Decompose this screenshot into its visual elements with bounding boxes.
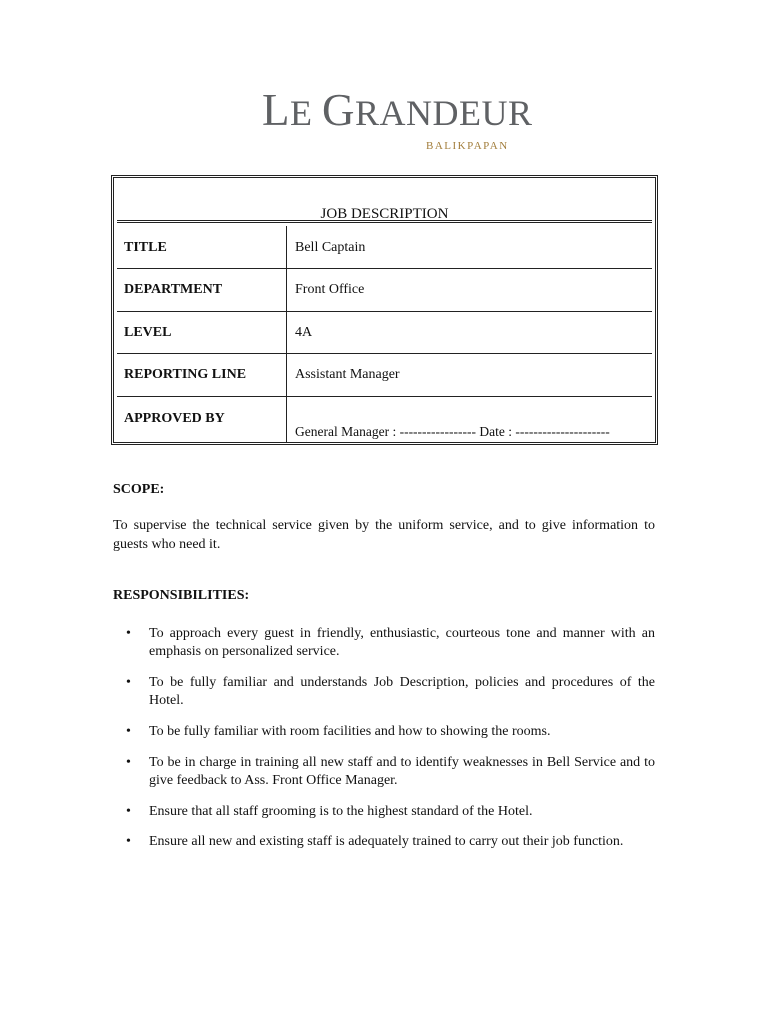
- bullet-icon: •: [126, 626, 131, 641]
- bullet-icon: •: [126, 724, 131, 739]
- row-value: Bell Captain: [295, 240, 366, 255]
- table-row-title: [117, 226, 652, 269]
- table-row-approved-by: [117, 397, 652, 442]
- logo-city: BALIKPAPAN: [426, 140, 509, 152]
- list-item-text: To be fully familiar and understands Job Description, policies and procedures of the Hotel.: [149, 675, 655, 708]
- job-description-table: [111, 175, 658, 445]
- table-row-level: [117, 312, 652, 354]
- bullet-icon: •: [126, 834, 131, 849]
- list-item-text: To be fully familiar with room facilities and how to showing the rooms.: [149, 724, 551, 739]
- row-label: REPORTING LINE: [117, 354, 287, 396]
- responsibilities-heading: RESPONSIBILITIES:: [113, 588, 250, 603]
- table-row-reporting-line: [117, 354, 652, 397]
- scope-heading: SCOPE:: [113, 482, 165, 497]
- row-label: TITLE: [117, 226, 287, 268]
- hotel-logo: [262, 84, 533, 158]
- row-label: DEPARTMENT: [117, 269, 287, 311]
- bullet-icon: •: [126, 755, 131, 770]
- list-item-text: Ensure that all staff grooming is to the highest standard of the Hotel.: [149, 804, 533, 819]
- table-header-title: JOB DESCRIPTION: [320, 206, 449, 222]
- table-row-department: [117, 269, 652, 312]
- list-item-text: To approach every guest in friendly, enthusiastic, courteous tone and manner with an emphasis on personalized service.: [149, 626, 655, 659]
- list-item-text: Ensure all new and existing staff is adequately trained to carry out their job function.: [149, 834, 624, 849]
- row-value: Assistant Manager: [295, 367, 400, 382]
- scope-text: To supervise the technical service given by the uniform service, and to give information to guests who need it.: [113, 518, 655, 552]
- logo-wordmark: LE GRANDEUR: [262, 85, 533, 135]
- row-label: LEVEL: [117, 312, 287, 353]
- bullet-icon: •: [126, 675, 131, 690]
- row-value: General Manager : ----------------- Date : ---------------------: [295, 424, 610, 439]
- row-value: Front Office: [295, 282, 365, 297]
- row-value: 4A: [295, 325, 313, 340]
- table-header-row: [117, 181, 652, 223]
- bullet-icon: •: [126, 804, 131, 819]
- list-item-text: To be in charge in training all new staff and to identify weaknesses in Bell Service and to give feedback to Ass. Front Office Manager.: [149, 755, 655, 788]
- row-label: APPROVED BY: [117, 397, 287, 442]
